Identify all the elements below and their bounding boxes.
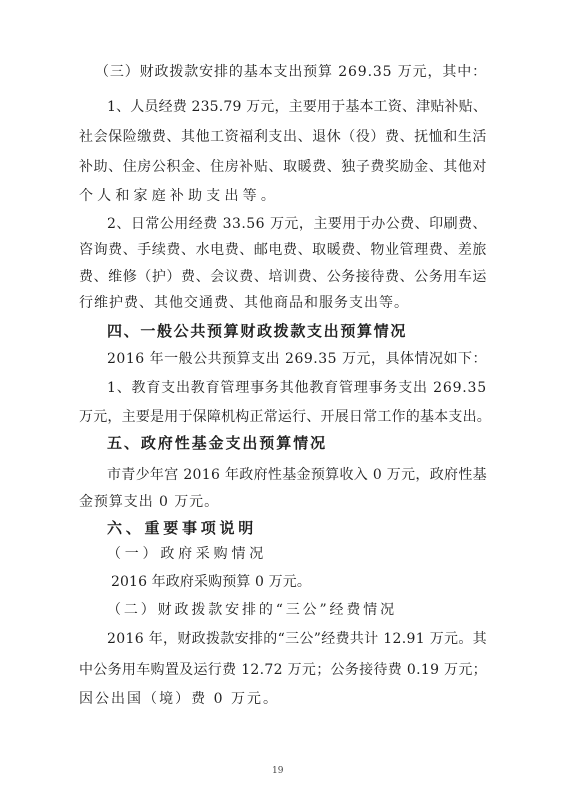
body-line: 费、维修（护）费、会议费、培训费、公务接待费、公务用车运: [79, 269, 487, 285]
body-line: 个人和家庭补助支出等。: [79, 188, 279, 204]
body-line: 1、人员经费 235.79 万元，主要用于基本工资、津贴补贴、: [107, 99, 487, 115]
body-line: 2016 年一般公共预算支出 269.35 万元，具体情况如下：: [107, 351, 487, 367]
body-line: 因公出国（境）费 0 万元。: [79, 691, 279, 707]
body-line: 咨询费、手续费、水电费、邮电费、取暖费、物业管理费、差旅: [79, 242, 487, 258]
section-heading: 四、一般公共预算财政拨款支出预算情况: [107, 322, 407, 340]
body-line: 万元，主要是用于保障机构正常运行、开展日常工作的基本支出。: [79, 409, 491, 425]
body-line: 市青少年宫 2016 年政府性基金预算收入 0 万元，政府性基: [107, 467, 487, 483]
body-line: 金预算支出 0 万元。: [79, 494, 219, 510]
body-line: 行维护费、其他交通费、其他商品和服务支出等。: [79, 295, 409, 311]
section-heading: 六、重要事项说明: [107, 519, 257, 537]
body-line: 2016 年，财政拨款安排的“三公”经费共计 12.91 万元。其: [107, 631, 487, 647]
body-line: 1、教育支出教育管理事务其他教育管理事务支出 269.35: [107, 380, 487, 396]
body-line: 社会保险缴费、其他工资福利支出、退休（役）费、抚恤和生活: [79, 129, 487, 145]
body-line: 补助、住房公积金、住房补贴、取暖费、独子费奖励金、其他对: [79, 159, 487, 175]
body-line: （三）财政拨款安排的基本支出预算 269.35 万元，其中：: [95, 64, 487, 80]
section-heading: 五、政府性基金支出预算情况: [107, 434, 327, 452]
subsection-heading: （一）政府采购情况: [107, 546, 267, 562]
subsection-heading: （二）财政拨款安排的“三公”经费情况: [107, 602, 397, 618]
body-line: 中公务用车购置及运行费 12.72 万元；公务接待费 0.19 万元；: [79, 662, 487, 678]
body-line: 2、日常公用经费 33.56 万元，主要用于办公费、印刷费、: [107, 216, 487, 232]
page-number: 19: [272, 766, 284, 776]
body-line: 2016 年政府采购预算 0 万元。: [111, 574, 311, 590]
